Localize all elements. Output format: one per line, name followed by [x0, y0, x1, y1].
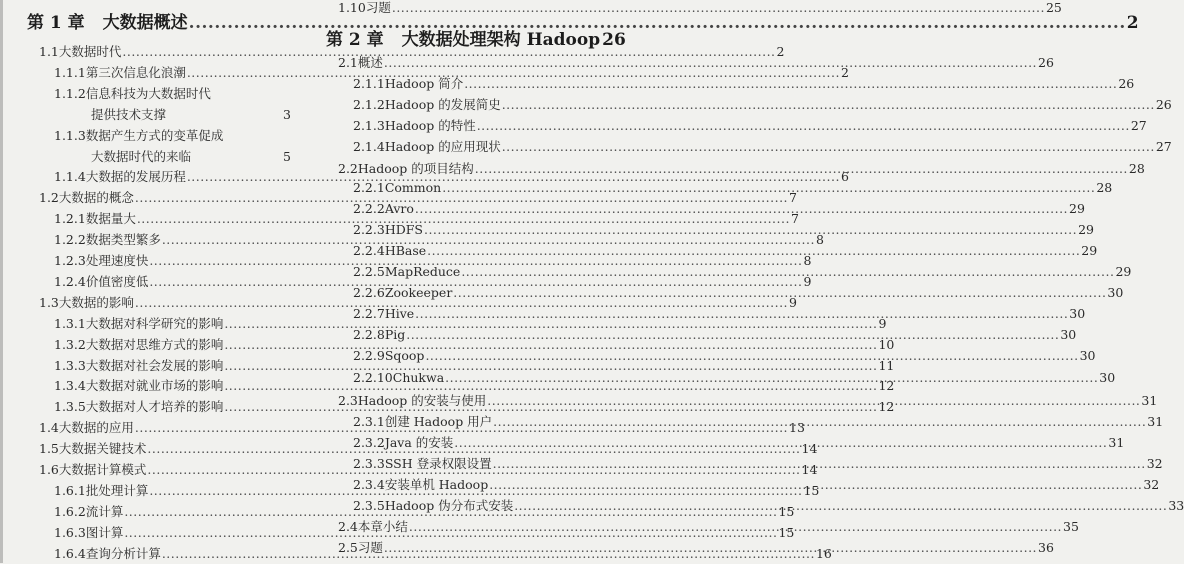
- section-number: 2.2.9: [353, 348, 385, 364]
- page-number: 29: [1069, 200, 1085, 216]
- page-number: 27: [1155, 139, 1172, 155]
- section-number: 1.6.4: [54, 545, 86, 561]
- dot-leader: [477, 118, 1130, 133]
- toc-entry[interactable]: [27, 126, 291, 146]
- section-title: Java 的安装: [384, 434, 454, 450]
- toc-entry[interactable]: [326, 95, 1172, 115]
- dot-leader: [409, 519, 1062, 534]
- section-title: Hadoop 的项目结构: [357, 160, 474, 176]
- section-number: 2.1.2: [353, 97, 385, 113]
- dot-leader: [489, 477, 1142, 492]
- dot-leader: [415, 306, 1068, 321]
- section-number: 2.2.4: [353, 242, 385, 258]
- section-title: 大数据的发展历程: [85, 169, 186, 185]
- section-title: MapReduce: [384, 264, 461, 279]
- page-number: 12: [878, 378, 895, 394]
- dot-leader: [475, 161, 1128, 176]
- page-number: 11: [878, 357, 895, 373]
- section-title: Zookeeper: [384, 285, 453, 301]
- section-number: 2.1.3: [353, 118, 385, 134]
- page-number: 31: [1108, 434, 1125, 450]
- section-title: 大数据的概念: [58, 190, 134, 206]
- chapter-heading[interactable]: [27, 8, 1139, 33]
- section-title: 大数据对科学研究的影响: [85, 315, 224, 331]
- section-title: 大数据关键技术: [58, 441, 147, 457]
- dot-leader: [406, 327, 1059, 342]
- toc-entry[interactable]: [326, 0, 1062, 18]
- section-number: 1.2: [39, 190, 59, 206]
- page-number: 15: [803, 482, 820, 498]
- section-number: 1.3.4: [54, 378, 86, 394]
- section-number: 2.2.10: [353, 369, 393, 385]
- section-title: Hadoop 的应用现状: [384, 139, 501, 155]
- page-edge: [0, 0, 3, 563]
- page-number: 2: [840, 64, 849, 80]
- section-title: 安装单机 Hadoop: [384, 477, 489, 492]
- section-number: 1.1.1: [54, 64, 86, 80]
- page-number: 7: [790, 211, 799, 227]
- section-title: Common: [384, 179, 442, 195]
- section-title: 大数据时代的来临: [91, 148, 192, 164]
- page-number: 32: [1143, 477, 1160, 492]
- page-number: 32: [1146, 455, 1163, 471]
- page-number: 26: [1155, 97, 1172, 113]
- chapter-heading[interactable]: [326, 25, 626, 50]
- section-number: 1.3.3: [54, 357, 86, 373]
- section-title: 处理速度快: [85, 253, 149, 268]
- page-number: 28: [1096, 179, 1113, 195]
- page-number: 29: [1081, 242, 1098, 258]
- page-number: 31: [1147, 413, 1164, 429]
- page-number: 30: [1079, 348, 1096, 364]
- page-number: 5: [283, 148, 291, 164]
- page-number: 16: [815, 545, 832, 561]
- section-number: 2.3.1: [353, 413, 385, 429]
- section-title: HDFS: [384, 221, 423, 237]
- section-number: 2.3.5: [353, 498, 385, 514]
- page-number: 13: [789, 420, 805, 436]
- section-number: 2.1: [338, 55, 358, 70]
- dot-leader: [424, 222, 1077, 237]
- section-number: 2.2.6: [353, 285, 385, 301]
- section-title: SSH 登录权限设置: [384, 455, 492, 471]
- section-title: Pig: [384, 327, 406, 343]
- page-number: 26: [602, 30, 626, 50]
- section-title: 数据量大: [85, 211, 136, 227]
- section-number: 2.3: [338, 392, 358, 408]
- page-number: 30: [1060, 327, 1077, 343]
- section-title: Avro: [384, 200, 414, 216]
- section-number: 2.1.1: [353, 76, 385, 92]
- section-title: 大数据的影响: [58, 294, 134, 310]
- section-number: 2.2: [338, 160, 358, 176]
- page-number: 3: [283, 106, 291, 122]
- section-title: 提供技术支撑: [91, 106, 167, 122]
- section-number: 1.3: [39, 294, 59, 310]
- toc-entry[interactable]: [326, 221, 1095, 242]
- chapter-title: 大数据处理架构 Hadoop: [401, 30, 601, 50]
- dot-leader: [392, 0, 1045, 15]
- section-title: 第三次信息化浪潮: [85, 64, 186, 80]
- section-number: 1.3.5: [54, 399, 86, 415]
- dot-leader: [442, 180, 1095, 195]
- section-number: 1.2.1: [54, 211, 86, 227]
- section-title: Chukwa: [392, 369, 445, 385]
- page-number: 8: [803, 253, 812, 268]
- toc-entry[interactable]: [326, 306, 1086, 326]
- section-title: HBase: [384, 242, 427, 258]
- dot-leader: [493, 414, 1146, 429]
- dot-leader: [461, 264, 1114, 279]
- page-number: 33: [1168, 498, 1184, 514]
- section-title: 信息科技为大数据时代: [85, 85, 211, 101]
- toc-entry[interactable]: [326, 116, 1147, 136]
- section-title: Hadoop 的安装与使用: [357, 392, 487, 408]
- toc-entry[interactable]: [326, 264, 1132, 284]
- page-number: 7: [789, 190, 797, 206]
- dot-leader: [487, 393, 1140, 408]
- page-number: 29: [1078, 221, 1095, 237]
- section-number: 2.2.3: [353, 221, 385, 237]
- section-number: 1.1.3: [54, 127, 86, 143]
- toc-entry[interactable]: [326, 137, 1172, 157]
- page-number: 25: [1045, 0, 1062, 15]
- page-number: 26: [1038, 55, 1054, 70]
- dot-leader: [453, 285, 1106, 300]
- dot-leader: [384, 540, 1037, 555]
- page-number: 30: [1099, 369, 1116, 385]
- section-number: 2.1.4: [353, 139, 385, 155]
- section-title: 价值密度低: [85, 273, 149, 289]
- page-number: 2: [1126, 13, 1139, 33]
- chapter-number: 第 2 章: [326, 30, 384, 50]
- section-number: 2.3.2: [353, 434, 385, 450]
- section-title: 本章小结: [357, 519, 408, 535]
- section-number: 1.5: [39, 441, 59, 457]
- section-title: Hive: [384, 306, 415, 322]
- section-title: 大数据时代: [58, 44, 122, 59]
- section-title: 数据类型繁多: [85, 232, 161, 248]
- page-number: 31: [1141, 392, 1158, 408]
- toc-entry[interactable]: [27, 42, 785, 62]
- page-number: 12: [878, 399, 895, 415]
- section-title: Hadoop 的发展简史: [384, 97, 501, 113]
- section-title: 大数据的应用: [58, 420, 134, 436]
- section-number: 2.2.7: [353, 306, 385, 322]
- section-title: 数据产生方式的变革促成: [85, 127, 224, 143]
- section-title: 概述: [357, 55, 383, 70]
- dot-leader: [502, 97, 1155, 112]
- dot-leader: [454, 435, 1107, 450]
- section-number: 2.5: [338, 540, 358, 556]
- toc-entry-continuation[interactable]: [27, 105, 291, 125]
- section-number: 2.2.1: [353, 179, 385, 195]
- page-number: 6: [840, 169, 849, 185]
- section-title: Sqoop: [384, 348, 425, 364]
- page-number: 29: [1115, 264, 1132, 279]
- section-number: 1.10: [338, 0, 366, 15]
- section-title: 大数据对人才培养的影响: [85, 399, 224, 415]
- section-title: 批处理计算: [85, 482, 149, 498]
- page-number: 30: [1107, 285, 1124, 301]
- section-title: 习题: [365, 0, 391, 15]
- section-title: Hadoop 伪分布式安装: [384, 498, 514, 514]
- chapter-title: 大数据概述: [102, 13, 188, 33]
- toc-entry[interactable]: [27, 251, 812, 271]
- page-number: 28: [1128, 160, 1145, 176]
- section-number: 2.3.3: [353, 455, 385, 471]
- section-title: 大数据计算模式: [58, 462, 147, 477]
- toc-entry[interactable]: [27, 84, 291, 104]
- section-number: 1.2.4: [54, 273, 86, 289]
- page-number: 26: [1118, 76, 1135, 92]
- section-number: 2.3.4: [353, 477, 385, 492]
- toc-entry[interactable]: [27, 63, 849, 83]
- page-number: 30: [1069, 306, 1086, 322]
- dot-leader: [415, 201, 1068, 216]
- section-number: 2.2.8: [353, 327, 385, 343]
- toc-entry[interactable]: [326, 74, 1135, 94]
- section-title: Hadoop 简介: [384, 76, 464, 92]
- dot-leader: [464, 76, 1117, 91]
- section-number: 1.1.2: [54, 85, 86, 101]
- section-number: 2.2.2: [353, 200, 385, 216]
- section-number: 1.6.2: [54, 503, 86, 519]
- toc-entry[interactable]: [326, 200, 1085, 221]
- chapter-number: 第 1 章: [27, 13, 85, 33]
- dot-leader: [425, 348, 1078, 363]
- section-number: 1.2.3: [54, 253, 86, 268]
- section-title: 大数据对就业市场的影响: [85, 378, 224, 394]
- page-number: 14: [801, 441, 818, 457]
- section-number: 1.6: [39, 462, 59, 477]
- page-number: 14: [801, 462, 818, 477]
- page-number: 9: [803, 273, 812, 289]
- dot-leader: [493, 456, 1146, 471]
- section-title: Hadoop 的特性: [384, 118, 476, 134]
- page-number: 10: [878, 336, 895, 352]
- section-number: 1.4: [39, 420, 59, 436]
- section-number: 1.3.2: [54, 336, 86, 352]
- section-number: 1.1.4: [54, 169, 86, 185]
- section-number: 1.1: [39, 44, 59, 59]
- section-title: 流计算: [85, 503, 124, 519]
- section-title: 习题: [357, 540, 383, 556]
- dot-leader: [514, 498, 1167, 513]
- toc-entry[interactable]: [326, 179, 1113, 200]
- page-number: 27: [1130, 118, 1147, 134]
- page-number: 9: [789, 294, 797, 310]
- page-number: 35: [1063, 519, 1079, 535]
- toc-entry[interactable]: [326, 242, 1098, 263]
- page-number: 8: [815, 232, 824, 248]
- toc-entry[interactable]: [27, 272, 812, 292]
- section-title: 创建 Hadoop 用户: [384, 413, 493, 429]
- section-number: 1.2.2: [54, 232, 86, 248]
- dot-leader: [502, 139, 1155, 154]
- page-number: 9: [878, 315, 887, 331]
- section-title: 查询分析计算: [85, 545, 161, 561]
- dot-leader: [427, 243, 1080, 258]
- section-number: 1.6.3: [54, 524, 86, 540]
- section-number: 1.6.1: [54, 482, 86, 498]
- page-number: 36: [1038, 540, 1054, 556]
- toc-entry[interactable]: [326, 159, 1145, 179]
- section-number: 2.4: [338, 519, 358, 535]
- toc-entry[interactable]: [326, 53, 1054, 73]
- toc-entry-continuation[interactable]: [27, 147, 291, 167]
- page-number: 15: [778, 524, 795, 540]
- toc-entry[interactable]: [326, 285, 1124, 305]
- section-title: 大数据对社会发展的影响: [85, 357, 224, 373]
- page-number: 15: [778, 503, 795, 519]
- section-number: 1.3.1: [54, 315, 86, 331]
- dot-leader: [384, 55, 1037, 70]
- section-title: 图计算: [85, 524, 124, 540]
- section-title: 大数据对思维方式的影响: [85, 336, 224, 352]
- dot-leader: [445, 370, 1098, 385]
- page-number: 2: [776, 44, 785, 59]
- section-number: 2.2.5: [353, 264, 385, 279]
